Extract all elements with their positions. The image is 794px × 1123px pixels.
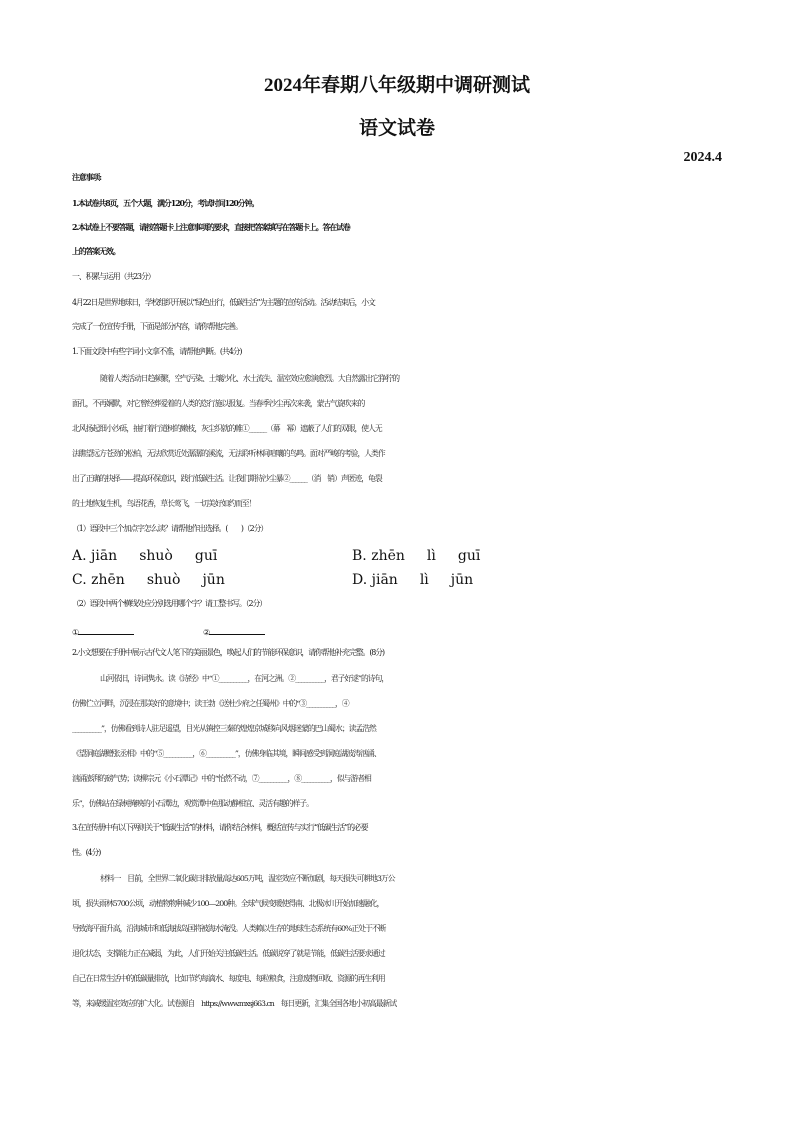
passage-line: 面孔，不再娴默，对它曾经葬爱着的人类的恣行施以报复。当春季沙尘再次来袭，蒙古气旋吹来的 — [72, 399, 365, 408]
poem-passage-line: 《望洞庭湖赠张丞相》中的“⑤__________，⑥__________”，仿佛身临其境，瞬间感受到洞庭湖波涛汹涌、 — [72, 749, 381, 758]
section-heading: 一、积累与运用（共23分） — [72, 272, 155, 281]
option-d-1: D. jiān — [352, 572, 398, 588]
option-b — [352, 548, 502, 564]
option-c — [72, 572, 247, 588]
poem-passage-line: 山河依旧，诗词隽永。读《诗经》中“①__________，在河之洲。②__________，君子好逑”的诗句， — [100, 674, 389, 683]
material-line: 自己在日常生活中的低碳量排放，比如节约每滴水、每度电、每粒粮食，注意废物回收、资源的再生利用 — [72, 974, 385, 983]
material-line: 顷，损失雨林5700公顷，动植物物种减少100—200种。全球气候变暖使得南、北极冰川开始加速融化， — [72, 899, 384, 908]
poem-passage-line: __________”，仿佛看到诗人驻足遥望，目光从镇控三秦的煌煌京城移向风烟迷蒙的巴山蜀水；读孟浩然 — [72, 724, 376, 733]
material-line: 退化状态，支撑能力正在减弱，为此，人们开始关注低碳生活。低碳说穿了就是节能，低碳生活要求通过 — [72, 949, 385, 958]
notice-heading: 注意事项: — [72, 173, 101, 182]
question-1: 1.下面文段中有些字词小文拿不准，请帮他判断。(共4分) — [72, 347, 242, 356]
option-d-2: lì — [419, 572, 429, 588]
exam-subtitle: 语文试卷 — [358, 118, 435, 139]
blank-1-label: ① — [72, 628, 79, 637]
poem-passage-line: 仿佛伫立河畔，沉浸在那美好的意境中；读王勃《送杜少府之任蜀州》中的“③__________，④ — [72, 699, 349, 708]
question-1-1: （1）语段中三个加点字怎么读？请帮他作出选择。( )（2分） — [72, 524, 268, 533]
option-b-2: lì — [426, 548, 436, 564]
question-1-2: （2）语段中两个横线处应分别选用哪个字？请工整书写。（2分） — [72, 599, 267, 608]
blank-2-line[interactable] — [209, 622, 265, 635]
option-c-2: shuò — [146, 572, 181, 588]
option-a-2: shuò — [139, 548, 173, 564]
notice-item-1: 1.本试卷共8页，五个大题，满分120分，考试时间120分钟。 — [72, 199, 259, 208]
passage-line: 出了正确的抉择——提高环保意识，践行低碳生活。让我们期待沙尘暴②______（消 销）声匿迹，龟裂 — [72, 474, 382, 483]
passage-line: 北风扬起细小沙砾，抽打着行道树的嫩枝，灰尘织就的帷①______（幕 幂）遮蔽了人们的双眼，使人无 — [72, 424, 382, 433]
blank-1-line[interactable] — [78, 622, 134, 635]
exam-title: 2024年春期八年级期中调研测试 — [263, 75, 530, 96]
passage-line: 法瞧望远方苍劲的松柏，无法欣赏近处潺潺的溪流，无法聆听林间喧嚷的鸟鸣。面对严峻的考验，人类作 — [72, 449, 385, 458]
option-a-1: A. jiān — [72, 548, 118, 564]
option-b-1: B. zhēn — [352, 548, 405, 564]
option-d — [352, 572, 495, 588]
exam-date: 2024.4 — [683, 150, 722, 165]
passage-line: 的土地恢复生机，鸟语花香，草长莺飞，一切美好如约而至！ — [72, 499, 256, 508]
question-3-line-1: 3.在宣传册中有以下两则关于“低碳生活”的材料，请你结合材料，概括宣传与实行“低碳生活”的必要 — [72, 823, 368, 832]
material-line: 材料一 目前，全世界二氧化碳日排放量高达605万吨，温室效应不断加剧，每天损失可耕地3万公 — [100, 874, 395, 883]
poem-passage-line: 乐”，仿佛站在绿树掩映的小石潭边，观赏潭中鱼那动静相宜、灵活有趣的样子。 — [72, 799, 313, 808]
notice-item-2a: 2.本试卷上不要答题，请按答题卡上注意事项的要求，直接把答案填写在答题卡上。答在试卷 — [72, 223, 350, 232]
option-a — [72, 548, 239, 564]
passage-line: 随着人类活动日趋频繁，空气污染、土壤沙化、水土流失、温室效应愈演愈烈。大自然露出它狰狞的 — [100, 374, 400, 383]
notice-item-2b: 上的答案无效。 — [72, 247, 120, 256]
question-3-line-2: 性。(4分) — [72, 848, 101, 857]
intro-line-2: 完成了一份宣传手册，下面是部分内容，请你帮他完善。 — [72, 322, 242, 331]
option-c-3: jūn — [202, 572, 225, 588]
blank-2-label: ② — [202, 628, 210, 637]
answer-blanks — [72, 622, 724, 637]
option-a-3: guī — [194, 548, 218, 564]
poem-passage-line: 汹涌澎湃的磅气势；读柳宗元《小石潭记》中的“怡然不动，⑦__________，⑧__________，似与游者相 — [72, 774, 371, 783]
question-2: 2.小文想要在手册中展示古代文人笔下的美丽景色，唤起人们的节能环保意识，请你帮他补充完整。(8分) — [72, 648, 384, 657]
material-line: 导致海平面升高，沿海城市和低海拔岛国将被海水淹没。人类赖以生存的地球生态系统有60%正处于不断 — [72, 924, 386, 933]
intro-line-1: 4月22日是世界地球日，学校组织开展以“绿色出行，低碳生活”为主题的宣传活动。活动结束后，小文 — [72, 298, 375, 307]
option-d-3: jūn — [450, 572, 474, 588]
material-line: 等，来减缓温室效应的扩大化。试卷源自 https://www.mxsj663.cn 每日更新，汇集全国各地小初高最新试 — [72, 999, 397, 1008]
option-b-3: guī — [457, 548, 481, 564]
option-c-1: C. zhēn — [72, 572, 125, 588]
